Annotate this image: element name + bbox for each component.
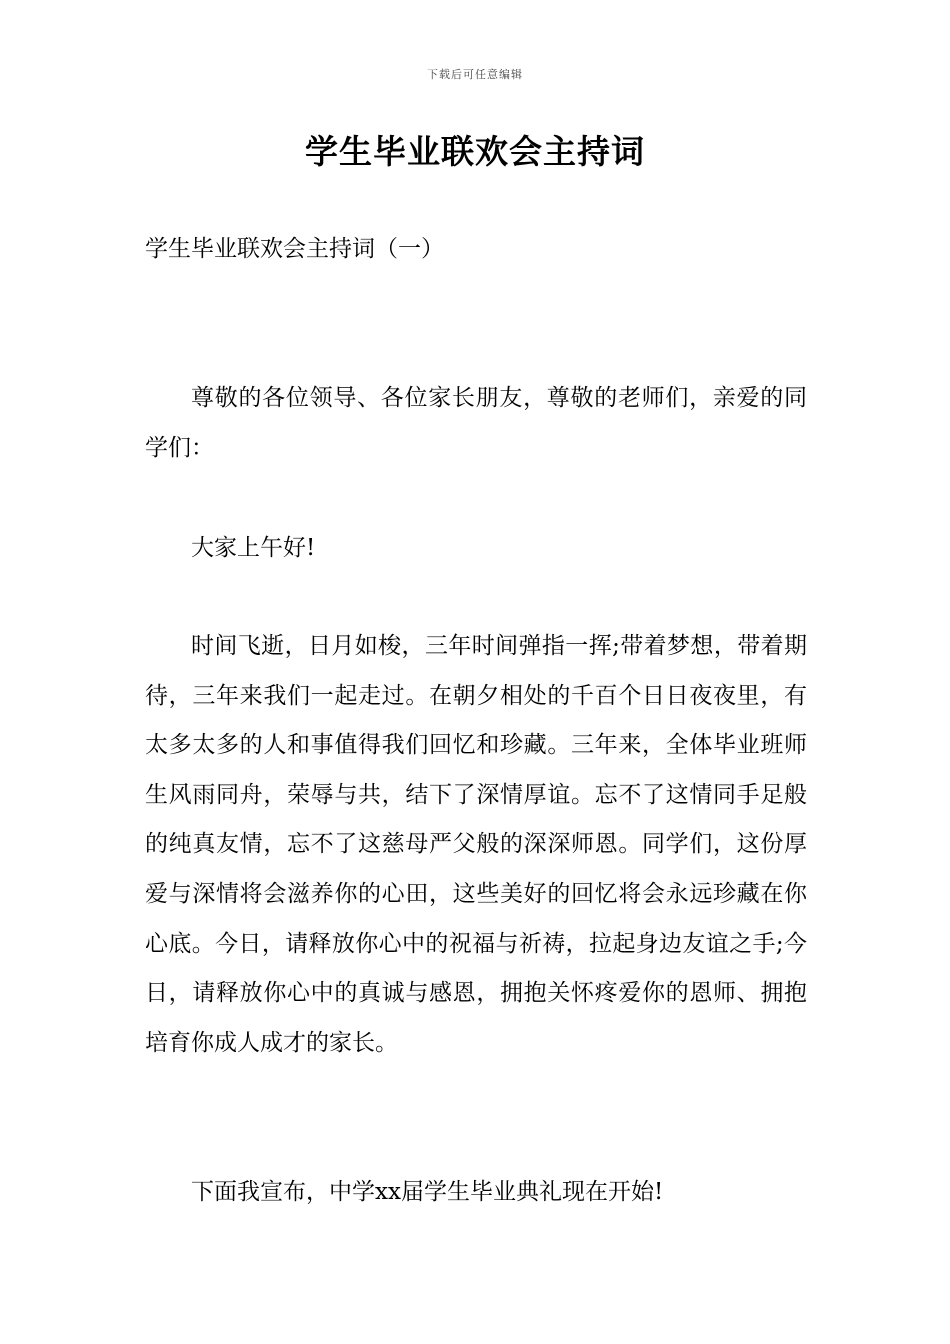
paragraph-main-speech: 时间飞逝，日月如梭，三年时间弹指一挥;带着梦想，带着期待，三年来我们一起走过。在朝夕相处的千百个日日夜夜里，有太多太多的人和事值得我们回忆和珍藏。三年来，全体毕业班师生风雨同舟，荣辱与共，结下了深情厚谊。忘不了这情同手足般的纯真友情，忘不了这慈母严父般的深深师恩。同学们，这份厚爱与深情将会滋养你的心田，这些美好的回忆将会永远珍藏在你心底。今日，请释放你心中的祝福与祈祷，拉起身边友谊之手;今日，请释放你心中的真诚与感恩，拥抱关怀疼爱你的恩师、拥抱培育你成人成才的家长。 xyxy=(145,633,807,1056)
paragraph-greeting: 尊敬的各位领导、各位家长朋友，尊敬的老师们，亲爱的同学们： xyxy=(145,385,807,461)
paragraph-announcement: 下面我宣布，中学xx届学生毕业典礼现在开始! xyxy=(191,1179,664,1205)
header-note: 下载后可任意编辑 xyxy=(427,68,523,81)
section-subtitle: 学生毕业联欢会主持词（一） xyxy=(145,236,444,262)
paragraph-good-morning: 大家上午好! xyxy=(191,535,316,561)
document-title: 学生毕业联欢会主持词 xyxy=(305,132,645,171)
